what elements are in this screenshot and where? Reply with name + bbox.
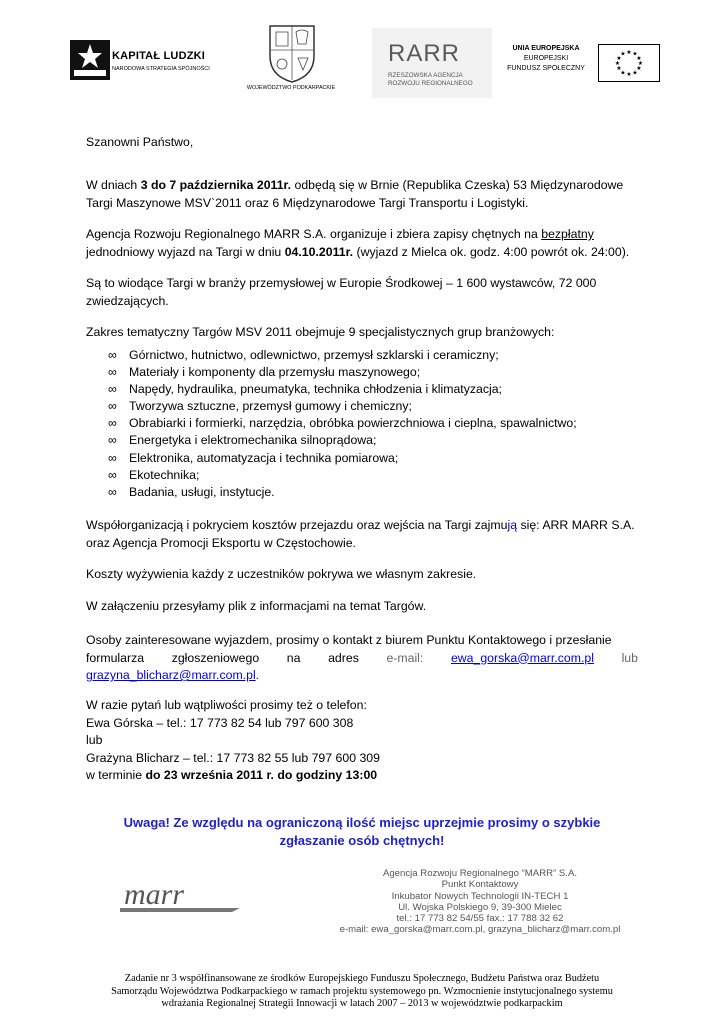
email-link-grazyna[interactable]: grazyna_blicharz@marr.com.pl [86, 668, 256, 683]
p1-text-c: odbędą się w Brnie (Republika Czeska) 53 Międzynarodowe [291, 178, 624, 192]
marr-logo-text: marr [124, 878, 185, 911]
contact-request-line-3 [86, 667, 638, 685]
paragraph-dates-line-1 [86, 177, 638, 195]
email-label: e-mail: [386, 650, 424, 665]
industry-group-text: Obrabiarki i formierki, narzędzia, obróbka powierzchniowa i cieplna, spawalnictwo; [129, 416, 577, 431]
greeting: Szanowni Państwo, [86, 135, 194, 149]
industry-group-item [86, 484, 638, 501]
crest-caption: WOJEWÓDZTWO PODKARPACKIE [246, 85, 336, 91]
paragraph-meals: Koszty wyżywienia każdy z uczestników pokrywa we własnym zakresie. [86, 567, 477, 581]
rarr-sub-line-2: ROZWOJU REGIONALNEGO [388, 80, 473, 87]
word-na: na [286, 650, 301, 665]
paragraph-fair-line-2: zwiedzających. [86, 293, 169, 308]
industry-group-item [86, 415, 638, 432]
industry-group-item [86, 398, 638, 415]
paragraph-dates [86, 177, 638, 212]
deadline-prefix: w terminie [86, 768, 146, 783]
eu-line-2: EUROPEJSKI [523, 55, 569, 62]
industry-group-item [86, 450, 638, 467]
industry-group-item [86, 347, 638, 364]
svg-text:★: ★ [632, 50, 638, 58]
p5-text-b: ją [507, 518, 518, 532]
industry-group-text: Napędy, hydraulika, pneumatyka, technika chłodzenia i klimatyzacja; [129, 382, 502, 397]
rarr-logo [372, 28, 492, 98]
contact-line-3: Inkubator Nowych Technologii IN-TECH 1 [391, 890, 569, 902]
paragraph-attachment: W załączeniu przesyłamy plik z informacjami na temat Targów. [86, 599, 427, 613]
period: . [255, 668, 260, 683]
industry-group-text: Materiały i komponenty dla przemysłu maszynowego; [129, 365, 421, 380]
paragraph-co-organizers [86, 517, 638, 552]
paragraph-scope: Zakres tematyczny Targów MSV 2011 obejmuje 9 specjalistycznych grup branżowych: [86, 325, 555, 339]
rarr-subtitle [388, 72, 473, 88]
phone-grazyna: Grażyna Blicharz – tel.: 17 773 82 55 lub 797 600 309 [86, 750, 380, 765]
svg-text:★: ★ [626, 71, 632, 78]
industry-group-text: Ekotechnika; [129, 467, 200, 482]
contact-line-6: e-mail: ewa_gorska@marr.com.pl, grazyna_blicharz@marr.com.pl [339, 924, 621, 936]
p2-text-e: (wyjazd z Mielca ok. godz. 4:00 powrót ok. 24:00). [353, 244, 630, 259]
industry-group-item [86, 381, 638, 398]
contact-request-line-2 [86, 650, 638, 668]
event-dates: 3 do 7 października 2011r. [140, 178, 292, 192]
industry-group-text: Tworzywa sztuczne, przemysł gumowy i chemiczny; [129, 399, 412, 414]
p1-text-a: W dniach [86, 178, 141, 192]
bullet-icon: ∞ [108, 416, 117, 431]
contact-line-2: Punkt Kontaktowy [441, 879, 519, 891]
paragraph-fair-line-1: Są to wiodące Targi w branży przemysłowej w Europie Środkowej – 1 600 wystawców, 72 000 [86, 276, 597, 290]
bullet-icon: ∞ [108, 399, 117, 414]
bullet-icon: ∞ [108, 348, 117, 362]
funding-note [70, 973, 654, 1011]
industry-group-item [86, 364, 638, 381]
contact-request-line-1: Osoby zainteresowane wyjazdem, prosimy o kontakt z biurem Punktu Kontaktowego i przesłanie [86, 633, 612, 647]
svg-text:★: ★ [616, 55, 622, 62]
svg-text:★: ★ [626, 49, 632, 56]
podkarpackie-crest [262, 22, 322, 84]
svg-text:★: ★ [636, 55, 642, 62]
svg-text:★: ★ [637, 60, 644, 67]
industry-group-text: Górnictwo, hutnictwo, odlewnictwo, przemysł szklarski i ceramiczny; [129, 348, 499, 362]
svg-text:★: ★ [614, 60, 621, 67]
email-link-ewa[interactable]: ewa_gorska@marr.com.pl [450, 650, 594, 665]
warning-line-1: Uwaga! Ze względu na ograniczoną ilość miejsc uprzejmie prosimy o szybkie [123, 815, 601, 830]
svg-text:★: ★ [620, 69, 626, 77]
word-lub: lub [621, 650, 638, 665]
p2-text-a: Agencja Rozwoju Regionalnego MARR S.A. organizuje i zbiera zapisy chętnych na [86, 227, 542, 241]
word-zgloszeniowego: zgłoszeniowego [171, 650, 260, 665]
phone-ewa: Ewa Górska – tel.: 17 773 82 54 lub 797 600 308 [86, 715, 354, 730]
bullet-icon: ∞ [108, 467, 117, 482]
bullet-icon: ∞ [108, 450, 117, 465]
kapital-ludzki-icon [70, 40, 110, 80]
bullet-icon: ∞ [108, 382, 117, 397]
eu-line-3: FUNDUSZ SPOŁECZNY [507, 65, 585, 72]
svg-text:★: ★ [632, 69, 638, 77]
paragraph-coorg-line-1 [86, 517, 638, 535]
paragraph-organizer-line-1 [86, 226, 638, 244]
paragraph-coorg-line-2: oraz Agencja Promocji Eksportu w Częstochowie. [86, 535, 356, 550]
bullet-icon: ∞ [108, 433, 117, 448]
deadline-date: do 23 września 2011 r. do godziny 13:00 [145, 768, 378, 783]
paragraph-fair-info [86, 275, 638, 310]
svg-text:★: ★ [620, 50, 626, 58]
deadline-line [86, 767, 638, 785]
bullet-icon: ∞ [108, 484, 117, 499]
warning-line-2: zgłaszanie osób chętnych! [279, 832, 445, 848]
word-formularza: formularza [86, 650, 145, 665]
industry-groups [86, 347, 638, 501]
funding-line-2: Samorządu Województwa Podkarpackiego w ramach projektu systemowego pn. Wzmocnienie instytucjonalnego systemu [111, 985, 613, 997]
trip-date: 04.10.2011r. [284, 244, 354, 259]
marr-logo-icon [120, 878, 240, 912]
paragraph-phone [86, 697, 638, 785]
industry-group-item [86, 467, 638, 484]
contact-line-4: Ul. Wojska Polskiego 9, 39-300 Mielec [398, 901, 562, 913]
funding-line-3: wdrażania Regionalnej Strategii Innowacji w latach 2007 – 2013 w województwie podkarpackim [161, 998, 563, 1009]
industry-group-item [86, 432, 638, 449]
funding-line-1: Zadanie nr 3 współfinansowane ze środków Europejskiego Funduszu Społecznego, Budżetu Państwa oraz Budżetu [124, 973, 600, 984]
contact-line-5: tel.: 17 773 82 54/55 fax.: 17 788 32 62 [396, 913, 564, 925]
industry-group-text: Badania, usługi, instytucje. [129, 484, 275, 499]
rarr-sub-line-1: RZESZOWSKA AGENCJA [388, 72, 463, 79]
word-adres: adres [328, 650, 359, 665]
phone-intro: W razie pytań lub wątpliwości prosimy też o telefon: [86, 698, 367, 712]
eu-line-1: UNIA EUROPEJSKA [512, 45, 580, 52]
kapital-ludzki-subtitle: NARODOWA STRATEGIA SPÓJNOŚCI [112, 66, 210, 72]
kapital-ludzki-logo [70, 40, 230, 82]
coat-of-arms-icon [262, 22, 322, 84]
header-logos [0, 0, 724, 110]
paragraph-dates-line-2: Targi Maszynowe MSV`2011 oraz 6 Międzynarodowe Targi Transportu i Logistyki. [86, 195, 529, 210]
paragraph-organizer-line-2 [86, 244, 638, 262]
free-label: bezpłatny [541, 227, 594, 241]
kapital-ludzki-title: KAPITAŁ LUDZKI [112, 50, 206, 62]
contact-line-1: Agencja Rozwoju Regionalnego “MARR” S.A. [382, 868, 578, 879]
eu-stars-icon [599, 45, 659, 81]
industry-group-text: Energetyka i elektromechanika silnoprądowa; [129, 433, 377, 448]
phone-or: lub [86, 733, 103, 748]
paragraph-organizer [86, 226, 638, 261]
p5-text-a: Współorganizacją i pokryciem kosztów przejazdu oraz wejścia na Targi zajmu [86, 518, 508, 532]
eu-flag-icon [598, 44, 660, 82]
svg-text:★: ★ [616, 65, 622, 72]
contact-block [300, 868, 660, 936]
warning-notice [100, 814, 624, 849]
bullet-icon: ∞ [108, 365, 117, 380]
svg-text:★: ★ [636, 65, 642, 72]
p2-text-c: jednodniowy wyjazd na Targi w dniu [86, 244, 285, 259]
groups-list [86, 347, 638, 501]
paragraph-contact-request [86, 632, 638, 685]
eu-logo [500, 44, 660, 82]
marr-logo [120, 878, 240, 912]
p5-text-c: się: ARR MARR S.A. [517, 518, 635, 532]
eu-text [500, 44, 592, 74]
industry-group-text: Elektronika, automatyzacja i technika pomiarowa; [129, 450, 399, 465]
rarr-name: RARR [388, 40, 461, 67]
